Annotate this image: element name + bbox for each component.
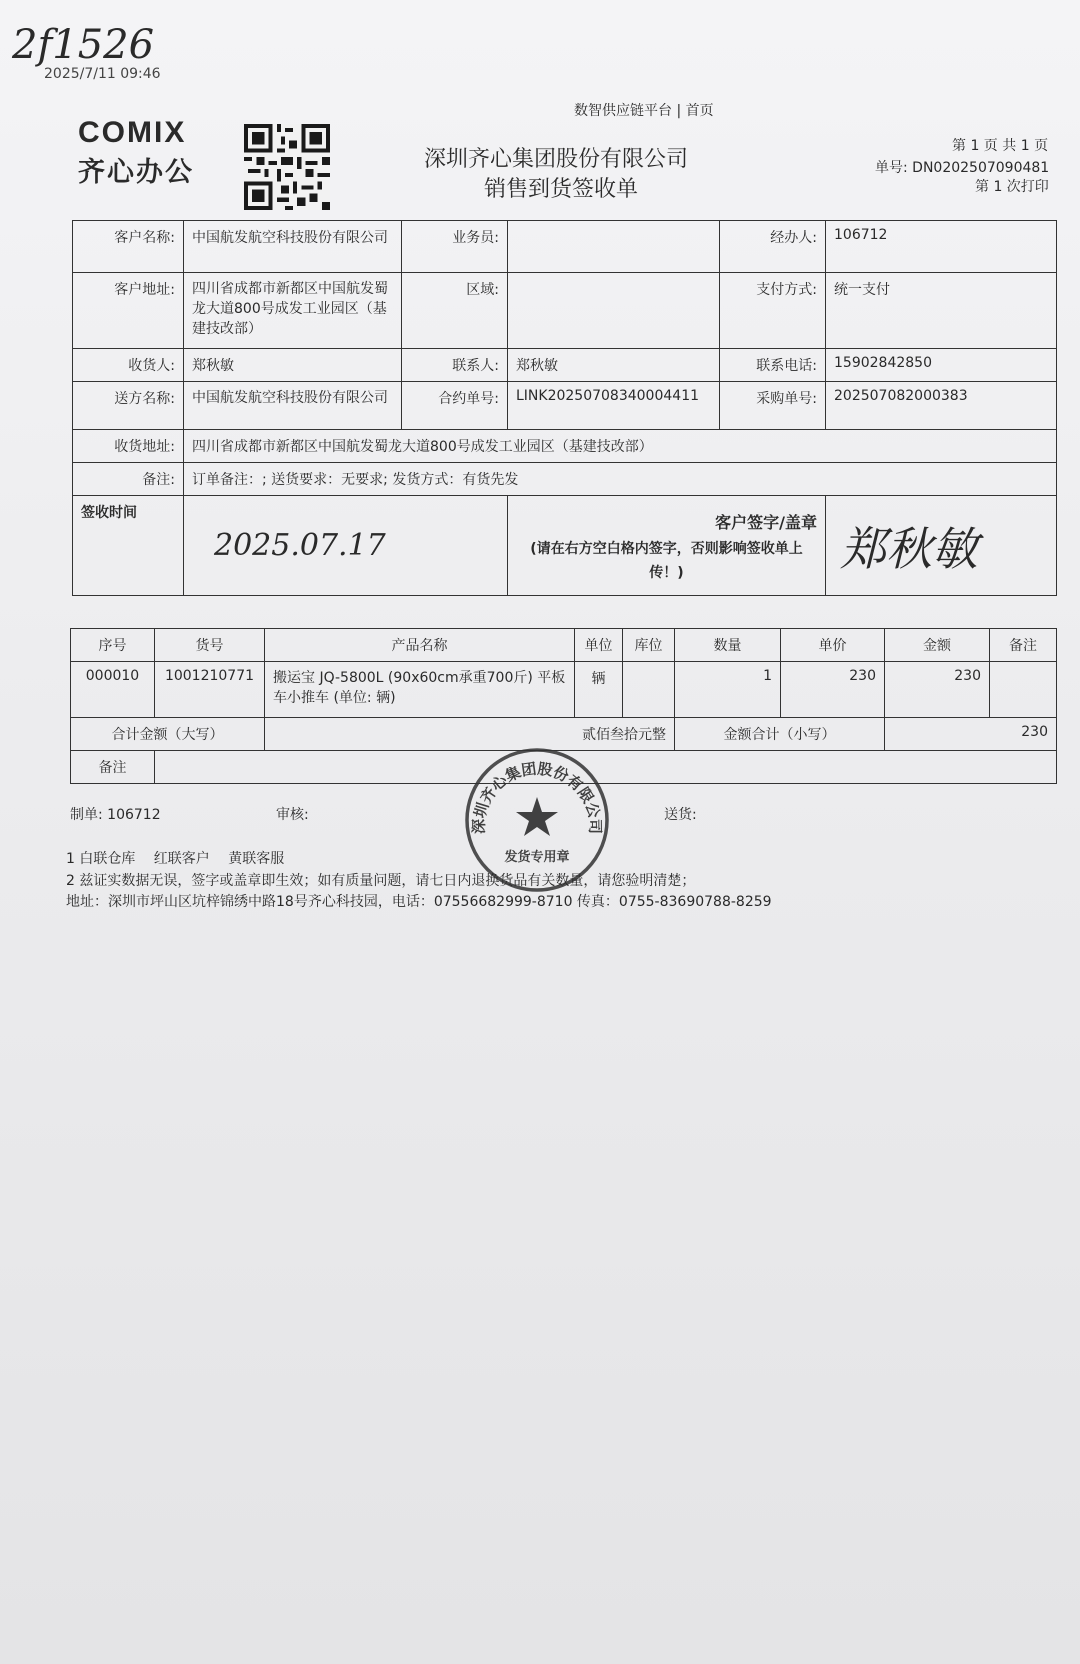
seal-star-icon	[516, 797, 558, 836]
customer-name-label: 客户名称:	[73, 221, 184, 273]
receive-address-label: 收货地址:	[73, 430, 184, 463]
receiver-label: 收货人:	[73, 349, 184, 382]
print-count: 第 1 次打印	[975, 179, 1049, 195]
footer-address: 地址：深圳市坪山区坑梓锦绣中路18号齐心科技园，电话：07556682999-8710 传真：0755-83690788-8259	[66, 894, 772, 910]
payment-label: 支付方式:	[720, 273, 826, 349]
page-info: 第 1 页 共 1 页	[952, 138, 1049, 154]
review-field: 审核:	[276, 807, 309, 823]
receive-address-value: 四川省成都市新都区中国航发蜀龙大道800号成发工业园区（基建技改部）	[184, 430, 1057, 463]
items-header-row	[71, 629, 1057, 662]
region-label: 区域:	[402, 273, 508, 349]
customer-name-value: 中国航发航空科技股份有限公司	[184, 221, 402, 273]
col-header-unit: 单位	[575, 629, 623, 662]
document-title: 销售到货签收单	[484, 177, 639, 202]
qr-code-icon	[244, 124, 330, 210]
order-number	[875, 157, 1049, 177]
col-header-note: 备注	[990, 629, 1057, 662]
remark-value: 订单备注：; 送货要求：无要求; 发货方式：有货先发	[184, 463, 1057, 496]
total-upper-value: 贰佰叁拾元整	[265, 718, 675, 751]
deliver-field: 送货:	[664, 807, 697, 823]
order-number-value: DN0202507090481	[912, 160, 1050, 176]
handwritten-note: 2f1526	[12, 22, 155, 68]
brand-logo-text: COMIX	[78, 116, 187, 149]
salesman-label: 业务员:	[402, 221, 508, 273]
sign-date-handwriting: 2025.07.17	[214, 528, 386, 563]
total-upper-label: 合计金额（大写）	[71, 718, 265, 751]
contract-value: LINK20250708340004411	[508, 382, 720, 430]
sign-label: 客户签字/盖章	[715, 513, 817, 532]
print-timestamp: 2025/7/11 09:46	[44, 66, 161, 82]
col-header-sku: 货号	[155, 629, 265, 662]
item-price: 230	[781, 662, 885, 718]
col-header-location: 库位	[623, 629, 675, 662]
contact-label: 联系人:	[402, 349, 508, 382]
item-location	[623, 662, 675, 718]
footer-copies-note: 1 白联仓库 红联客户 黄联客服	[66, 851, 285, 867]
maker-field: 制单: 106712	[70, 807, 161, 823]
col-header-seq: 序号	[71, 629, 155, 662]
phone-value: 15902842850	[826, 349, 1057, 382]
total-lower-label: 金额合计（小写）	[675, 718, 885, 751]
handler-value: 106712	[826, 221, 1057, 273]
customer-address-label: 客户地址:	[73, 273, 184, 349]
customer-signature: 郑秋敏	[840, 521, 978, 576]
order-number-label: 单号:	[875, 160, 908, 176]
item-seq: 000010	[71, 662, 155, 718]
salesman-value	[508, 221, 720, 273]
sign-note: (请在右方空白格内签字，否则影响签收单上传！)	[530, 541, 803, 581]
items-remark-label: 备注	[71, 751, 155, 784]
platform-breadcrumb: 数智供应链平台 | 首页	[574, 103, 714, 119]
seal-company-text: 深圳齐心集团股份有限公司	[469, 759, 605, 835]
col-header-qty: 数量	[675, 629, 781, 662]
sender-label: 送方名称:	[73, 382, 184, 430]
phone-label: 联系电话:	[720, 349, 826, 382]
payment-value: 统一支付	[826, 273, 1057, 349]
company-name: 深圳齐心集团股份有限公司	[424, 147, 689, 172]
purchase-label: 采购单号:	[720, 382, 826, 430]
sign-instruction-cell	[508, 496, 826, 596]
remark-label: 备注:	[73, 463, 184, 496]
item-unit: 辆	[575, 662, 623, 718]
receiver-value: 郑秋敏	[184, 349, 402, 382]
item-sku: 1001210771	[155, 662, 265, 718]
signature-cell	[826, 496, 1057, 596]
item-qty: 1	[675, 662, 781, 718]
handler-label: 经办人:	[720, 221, 826, 273]
purchase-value: 202507082000383	[826, 382, 1057, 430]
item-note	[990, 662, 1057, 718]
col-header-product: 产品名称	[265, 629, 575, 662]
customer-address-value: 四川省成都市新都区中国航发蜀龙大道800号成发工业园区（基建技改部）	[184, 273, 402, 349]
total-lower-value: 230	[885, 718, 1057, 751]
footer-terms-note: 2 兹证实数据无误，签字或盖章即生效；如有质量问题，请七日内退换货品有关数量，请您验明清楚；	[66, 873, 696, 889]
sign-time-label: 签收时间	[73, 496, 184, 596]
sender-value: 中国航发航空科技股份有限公司	[184, 382, 402, 430]
item-amount: 230	[885, 662, 990, 718]
seal-subtext: 发货专用章	[504, 850, 570, 865]
contact-value: 郑秋敏	[508, 349, 720, 382]
sign-time-value	[184, 496, 508, 596]
delivery-info-table	[72, 220, 1057, 596]
item-product-name: 搬运宝 JQ-5800L (90x60cm承重700斤) 平板车小推车 (单位: 辆)	[265, 662, 575, 718]
col-header-price: 单价	[781, 629, 885, 662]
region-value	[508, 273, 720, 349]
table-row	[71, 662, 1057, 718]
brand-logo-chinese: 齐心办公	[78, 157, 194, 188]
col-header-amount: 金额	[885, 629, 990, 662]
contract-label: 合约单号:	[402, 382, 508, 430]
